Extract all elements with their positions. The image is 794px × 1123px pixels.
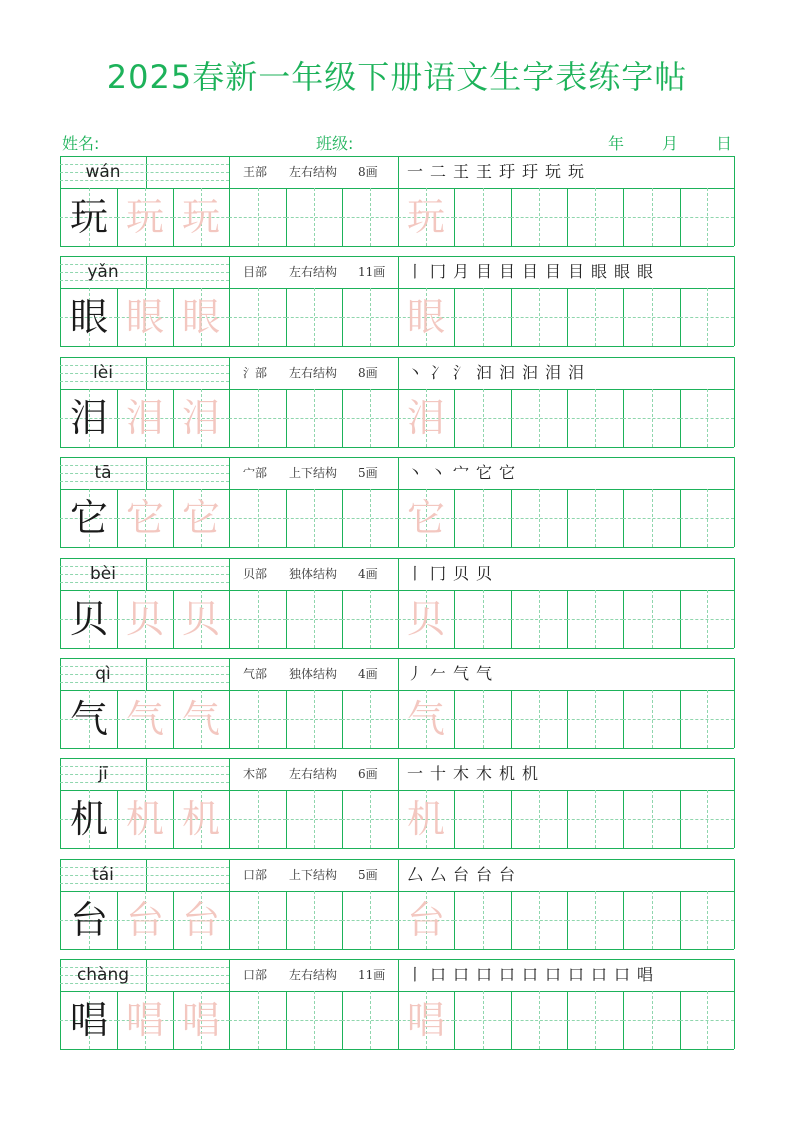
cell-guide <box>680 619 734 620</box>
cell-guide <box>286 920 342 921</box>
cell-guide <box>286 619 342 620</box>
day-label: 日 <box>716 134 733 153</box>
grid-line <box>60 859 734 860</box>
stroke-step: 汩 <box>475 362 492 382</box>
trace-char: 它 <box>181 496 220 541</box>
stroke-step: 二 <box>429 162 446 181</box>
trace-char: 玩 <box>406 195 445 239</box>
cell-guide <box>680 518 734 519</box>
structure: 上下结构 <box>289 466 338 481</box>
cell-guide <box>623 819 680 820</box>
grid-line <box>60 648 734 649</box>
cell-guide <box>511 719 567 720</box>
cell-guide <box>286 518 342 519</box>
grid-line <box>734 758 735 848</box>
stroke-step: 𠂉 <box>429 664 446 683</box>
grid-line <box>229 658 230 690</box>
grid-line <box>734 256 735 346</box>
stroke-step: 丨 <box>406 262 423 282</box>
cell-guide <box>229 518 286 519</box>
cell-guide <box>229 217 286 218</box>
cell-guide <box>623 317 680 318</box>
cell-guide <box>511 518 567 519</box>
stroke-step: 玗 <box>498 162 515 181</box>
grid-line <box>398 658 399 690</box>
trace-char: 机 <box>406 797 445 842</box>
model-char: 气 <box>69 697 108 741</box>
cell-guide <box>454 719 511 720</box>
cell-guide <box>342 418 398 419</box>
pinyin: jī <box>98 764 108 785</box>
char-unit-8 <box>60 859 734 949</box>
grid-line <box>398 758 399 790</box>
stroke-step: 眼 <box>636 262 653 282</box>
cell-guide <box>342 1020 398 1021</box>
radical: 宀部 <box>243 466 268 481</box>
stroke-count: 5画 <box>358 466 378 481</box>
grid-line <box>60 949 734 950</box>
stroke-step: 王 <box>452 162 469 181</box>
grid-line <box>398 457 399 489</box>
stroke-step: 厶 <box>406 864 423 884</box>
stroke-step: 口 <box>590 965 607 985</box>
stroke-step: 丶 <box>406 362 423 382</box>
grid-line <box>60 156 734 157</box>
cell-guide <box>567 819 623 820</box>
trace-char: 它 <box>125 496 164 541</box>
stroke-step: 贝 <box>475 563 492 583</box>
cell-guide <box>286 217 342 218</box>
stroke-step: 目 <box>521 262 538 282</box>
stroke-step: 丿 <box>406 664 423 683</box>
cell-guide <box>567 920 623 921</box>
stroke-count: 4画 <box>358 566 378 581</box>
stroke-count: 4画 <box>358 667 378 681</box>
radical: 木部 <box>243 767 268 782</box>
pinyin: bèi <box>90 563 116 584</box>
grid-line <box>60 447 734 448</box>
radical: 目部 <box>243 265 268 280</box>
cell-guide <box>286 418 342 419</box>
trace-char: 唱 <box>181 998 220 1043</box>
stroke-step: 汩 <box>521 362 538 382</box>
cell-guide <box>511 619 567 620</box>
radical: 贝部 <box>243 566 268 581</box>
stroke-step: 冂 <box>429 262 446 282</box>
trace-char: 台 <box>181 897 220 942</box>
cell-guide <box>680 217 734 218</box>
stroke-step: 口 <box>475 965 492 985</box>
char-unit-6 <box>60 658 734 748</box>
structure: 上下结构 <box>289 867 338 882</box>
structure: 独体结构 <box>289 566 338 581</box>
stroke-step: 厶 <box>429 864 446 884</box>
pinyin: tái <box>92 864 114 885</box>
structure: 左右结构 <box>289 265 338 280</box>
cell-guide <box>229 619 286 620</box>
cell-guide <box>623 418 680 419</box>
stroke-step: 口 <box>613 965 630 985</box>
class-label: 班级: <box>316 134 354 153</box>
structure: 左右结构 <box>289 365 338 380</box>
cell-guide <box>623 518 680 519</box>
cell-guide <box>454 920 511 921</box>
cell-guide <box>567 317 623 318</box>
grid-line <box>734 658 735 748</box>
stroke-step: 口 <box>429 965 446 985</box>
radical: 口部 <box>243 867 268 882</box>
char-unit-9 <box>60 959 734 1049</box>
cell-guide <box>680 819 734 820</box>
grid-line <box>398 357 399 389</box>
stroke-step: 汩 <box>498 362 515 382</box>
stroke-step: 一 <box>406 764 423 784</box>
month-label: 月 <box>662 134 679 153</box>
cell-guide <box>229 1020 286 1021</box>
trace-char: 泪 <box>406 395 445 440</box>
trace-char: 贝 <box>406 596 445 641</box>
stroke-step: 口 <box>521 965 538 985</box>
grid-line <box>398 256 399 288</box>
stroke-count: 6画 <box>358 767 378 782</box>
grid-line <box>734 859 735 949</box>
grid-line <box>734 959 735 1049</box>
cell-guide <box>454 619 511 620</box>
cell-guide <box>567 518 623 519</box>
structure: 左右结构 <box>289 165 338 179</box>
cell-guide <box>342 317 398 318</box>
stroke-step: 台 <box>452 864 469 884</box>
cell-guide <box>454 819 511 820</box>
pinyin: tā <box>94 463 112 484</box>
stroke-step: 玩 <box>567 162 584 181</box>
trace-char: 气 <box>406 697 445 741</box>
stroke-step: 目 <box>498 262 515 282</box>
cell-guide <box>286 1020 342 1021</box>
pinyin: yǎn <box>87 262 119 283</box>
cell-guide <box>229 418 286 419</box>
stroke-step: 机 <box>521 764 538 784</box>
grid-line <box>60 457 734 458</box>
cell-guide <box>680 1020 734 1021</box>
stroke-step: 丨 <box>406 965 423 985</box>
trace-char: 眼 <box>406 295 445 340</box>
stroke-step: 它 <box>475 463 492 483</box>
trace-char: 眼 <box>181 295 220 340</box>
trace-char: 台 <box>125 897 164 942</box>
grid-line <box>229 156 230 188</box>
grid-line <box>229 457 230 489</box>
stroke-step: 丶 <box>406 463 423 483</box>
grid-line <box>229 859 230 891</box>
cell-guide <box>342 518 398 519</box>
year-label: 年 <box>608 134 625 153</box>
structure: 左右结构 <box>289 968 338 983</box>
grid-line <box>229 959 230 991</box>
stroke-step: 口 <box>567 965 584 985</box>
cell-guide <box>454 317 511 318</box>
grid-line <box>60 658 734 659</box>
stroke-step: 丨 <box>406 563 423 583</box>
cell-guide <box>567 418 623 419</box>
cell-guide <box>623 217 680 218</box>
stroke-step: 目 <box>544 262 561 282</box>
model-char: 机 <box>69 797 108 842</box>
cell-guide <box>229 920 286 921</box>
pinyin: lèi <box>93 362 113 383</box>
cell-guide <box>567 1020 623 1021</box>
cell-guide <box>342 217 398 218</box>
grid-line <box>60 748 734 749</box>
stroke-step: 丶 <box>429 463 446 483</box>
cell-guide <box>229 719 286 720</box>
cell-guide <box>567 719 623 720</box>
char-unit-5 <box>60 558 734 648</box>
cell-guide <box>567 217 623 218</box>
grid-line <box>398 156 399 188</box>
cell-guide <box>286 719 342 720</box>
stroke-step: 口 <box>498 965 515 985</box>
model-char: 它 <box>69 496 108 541</box>
cell-guide <box>567 619 623 620</box>
cell-guide <box>342 719 398 720</box>
cell-guide <box>680 317 734 318</box>
radical: 氵部 <box>243 365 268 380</box>
stroke-step: 冂 <box>429 563 446 583</box>
trace-char: 泪 <box>181 395 220 440</box>
model-char: 贝 <box>69 596 108 641</box>
cell-guide <box>454 518 511 519</box>
stroke-step: 木 <box>452 764 469 784</box>
stroke-step: 气 <box>475 664 492 683</box>
grid-line <box>734 357 735 447</box>
grid-line <box>60 346 734 347</box>
model-char: 台 <box>69 897 108 942</box>
grid-line <box>60 758 734 759</box>
cell-guide <box>680 418 734 419</box>
radical: 王部 <box>243 165 268 179</box>
cell-guide <box>680 719 734 720</box>
trace-char: 唱 <box>125 998 164 1043</box>
grid-line <box>734 457 735 547</box>
trace-char: 气 <box>181 697 220 741</box>
cell-guide <box>342 819 398 820</box>
stroke-step: 目 <box>475 262 492 282</box>
stroke-step: 冫 <box>429 362 446 382</box>
trace-char: 气 <box>125 697 164 741</box>
grid-line <box>734 156 735 246</box>
radical: 气部 <box>243 667 268 681</box>
stroke-step: 贝 <box>452 563 469 583</box>
stroke-step: 气 <box>452 664 469 683</box>
stroke-step: 机 <box>498 764 515 784</box>
trace-char: 玩 <box>125 195 164 239</box>
stroke-step: 它 <box>498 463 515 483</box>
cell-guide <box>680 920 734 921</box>
grid-line <box>60 246 734 247</box>
grid-line <box>229 256 230 288</box>
char-unit-7 <box>60 758 734 848</box>
grid-line <box>229 357 230 389</box>
cell-guide <box>511 1020 567 1021</box>
name-label: 姓名: <box>62 134 100 153</box>
cell-guide <box>623 1020 680 1021</box>
trace-char: 机 <box>125 797 164 842</box>
grid-line <box>398 859 399 891</box>
cell-guide <box>454 217 511 218</box>
cell-guide <box>623 719 680 720</box>
stroke-count: 11画 <box>358 968 386 983</box>
stroke-step: 宀 <box>452 463 469 483</box>
stroke-step: 口 <box>544 965 561 985</box>
trace-char: 玩 <box>181 195 220 239</box>
grid-line <box>60 547 734 548</box>
stroke-step: 唱 <box>636 965 653 985</box>
cell-guide <box>511 317 567 318</box>
cell-guide <box>511 819 567 820</box>
model-char: 眼 <box>69 295 108 340</box>
stroke-step: 台 <box>498 864 515 884</box>
trace-char: 泪 <box>125 395 164 440</box>
cell-guide <box>511 418 567 419</box>
stroke-step: 目 <box>567 262 584 282</box>
trace-char: 唱 <box>406 998 445 1043</box>
cell-guide <box>229 317 286 318</box>
stroke-step: 泪 <box>567 362 584 382</box>
model-char: 唱 <box>69 998 108 1043</box>
trace-char: 贝 <box>181 596 220 641</box>
stroke-step: 玩 <box>544 162 561 181</box>
cell-guide <box>229 819 286 820</box>
grid-line <box>229 758 230 790</box>
stroke-step: 十 <box>429 764 446 784</box>
cell-guide <box>342 920 398 921</box>
char-unit-3 <box>60 357 734 447</box>
trace-char: 台 <box>406 897 445 942</box>
stroke-step: 王 <box>475 162 492 181</box>
cell-guide <box>454 418 511 419</box>
trace-char: 机 <box>181 797 220 842</box>
stroke-step: 玗 <box>521 162 538 181</box>
grid-line <box>60 357 734 358</box>
grid-line <box>60 558 734 559</box>
stroke-count: 5画 <box>358 867 378 882</box>
radical: 口部 <box>243 968 268 983</box>
grid-line <box>734 558 735 648</box>
trace-char: 它 <box>406 496 445 541</box>
char-unit-1 <box>60 156 734 246</box>
cell-guide <box>342 619 398 620</box>
cell-guide <box>623 920 680 921</box>
stroke-step: 眼 <box>613 262 630 282</box>
grid-line <box>60 1049 734 1050</box>
grid-line <box>398 558 399 590</box>
cell-guide <box>454 1020 511 1021</box>
stroke-step: 台 <box>475 864 492 884</box>
stroke-step: 泪 <box>544 362 561 382</box>
trace-char: 眼 <box>125 295 164 340</box>
cell-guide <box>511 217 567 218</box>
cell-guide <box>623 619 680 620</box>
char-unit-2 <box>60 256 734 346</box>
pinyin: chàng <box>76 965 130 986</box>
stroke-step: 氵 <box>452 362 469 382</box>
stroke-count: 8画 <box>358 165 378 179</box>
stroke-step: 月 <box>452 262 469 282</box>
structure: 独体结构 <box>289 667 338 681</box>
grid-line <box>398 959 399 991</box>
trace-char: 贝 <box>125 596 164 641</box>
grid-line <box>229 558 230 590</box>
char-unit-4 <box>60 457 734 547</box>
cell-guide <box>286 317 342 318</box>
cell-guide <box>511 920 567 921</box>
cell-guide <box>286 819 342 820</box>
stroke-step: 一 <box>406 162 423 181</box>
page-title: 2025春新一年级下册语文生字表练字帖 <box>106 58 688 96</box>
stroke-count: 11画 <box>358 265 386 280</box>
model-char: 泪 <box>69 395 108 440</box>
stroke-step: 口 <box>452 965 469 985</box>
grid-line <box>60 848 734 849</box>
model-char: 玩 <box>69 195 108 239</box>
stroke-count: 8画 <box>358 365 378 380</box>
pinyin: qì <box>95 664 111 684</box>
stroke-step: 木 <box>475 764 492 784</box>
structure: 左右结构 <box>289 767 338 782</box>
stroke-step: 眼 <box>590 262 607 282</box>
pinyin: wán <box>85 162 121 182</box>
